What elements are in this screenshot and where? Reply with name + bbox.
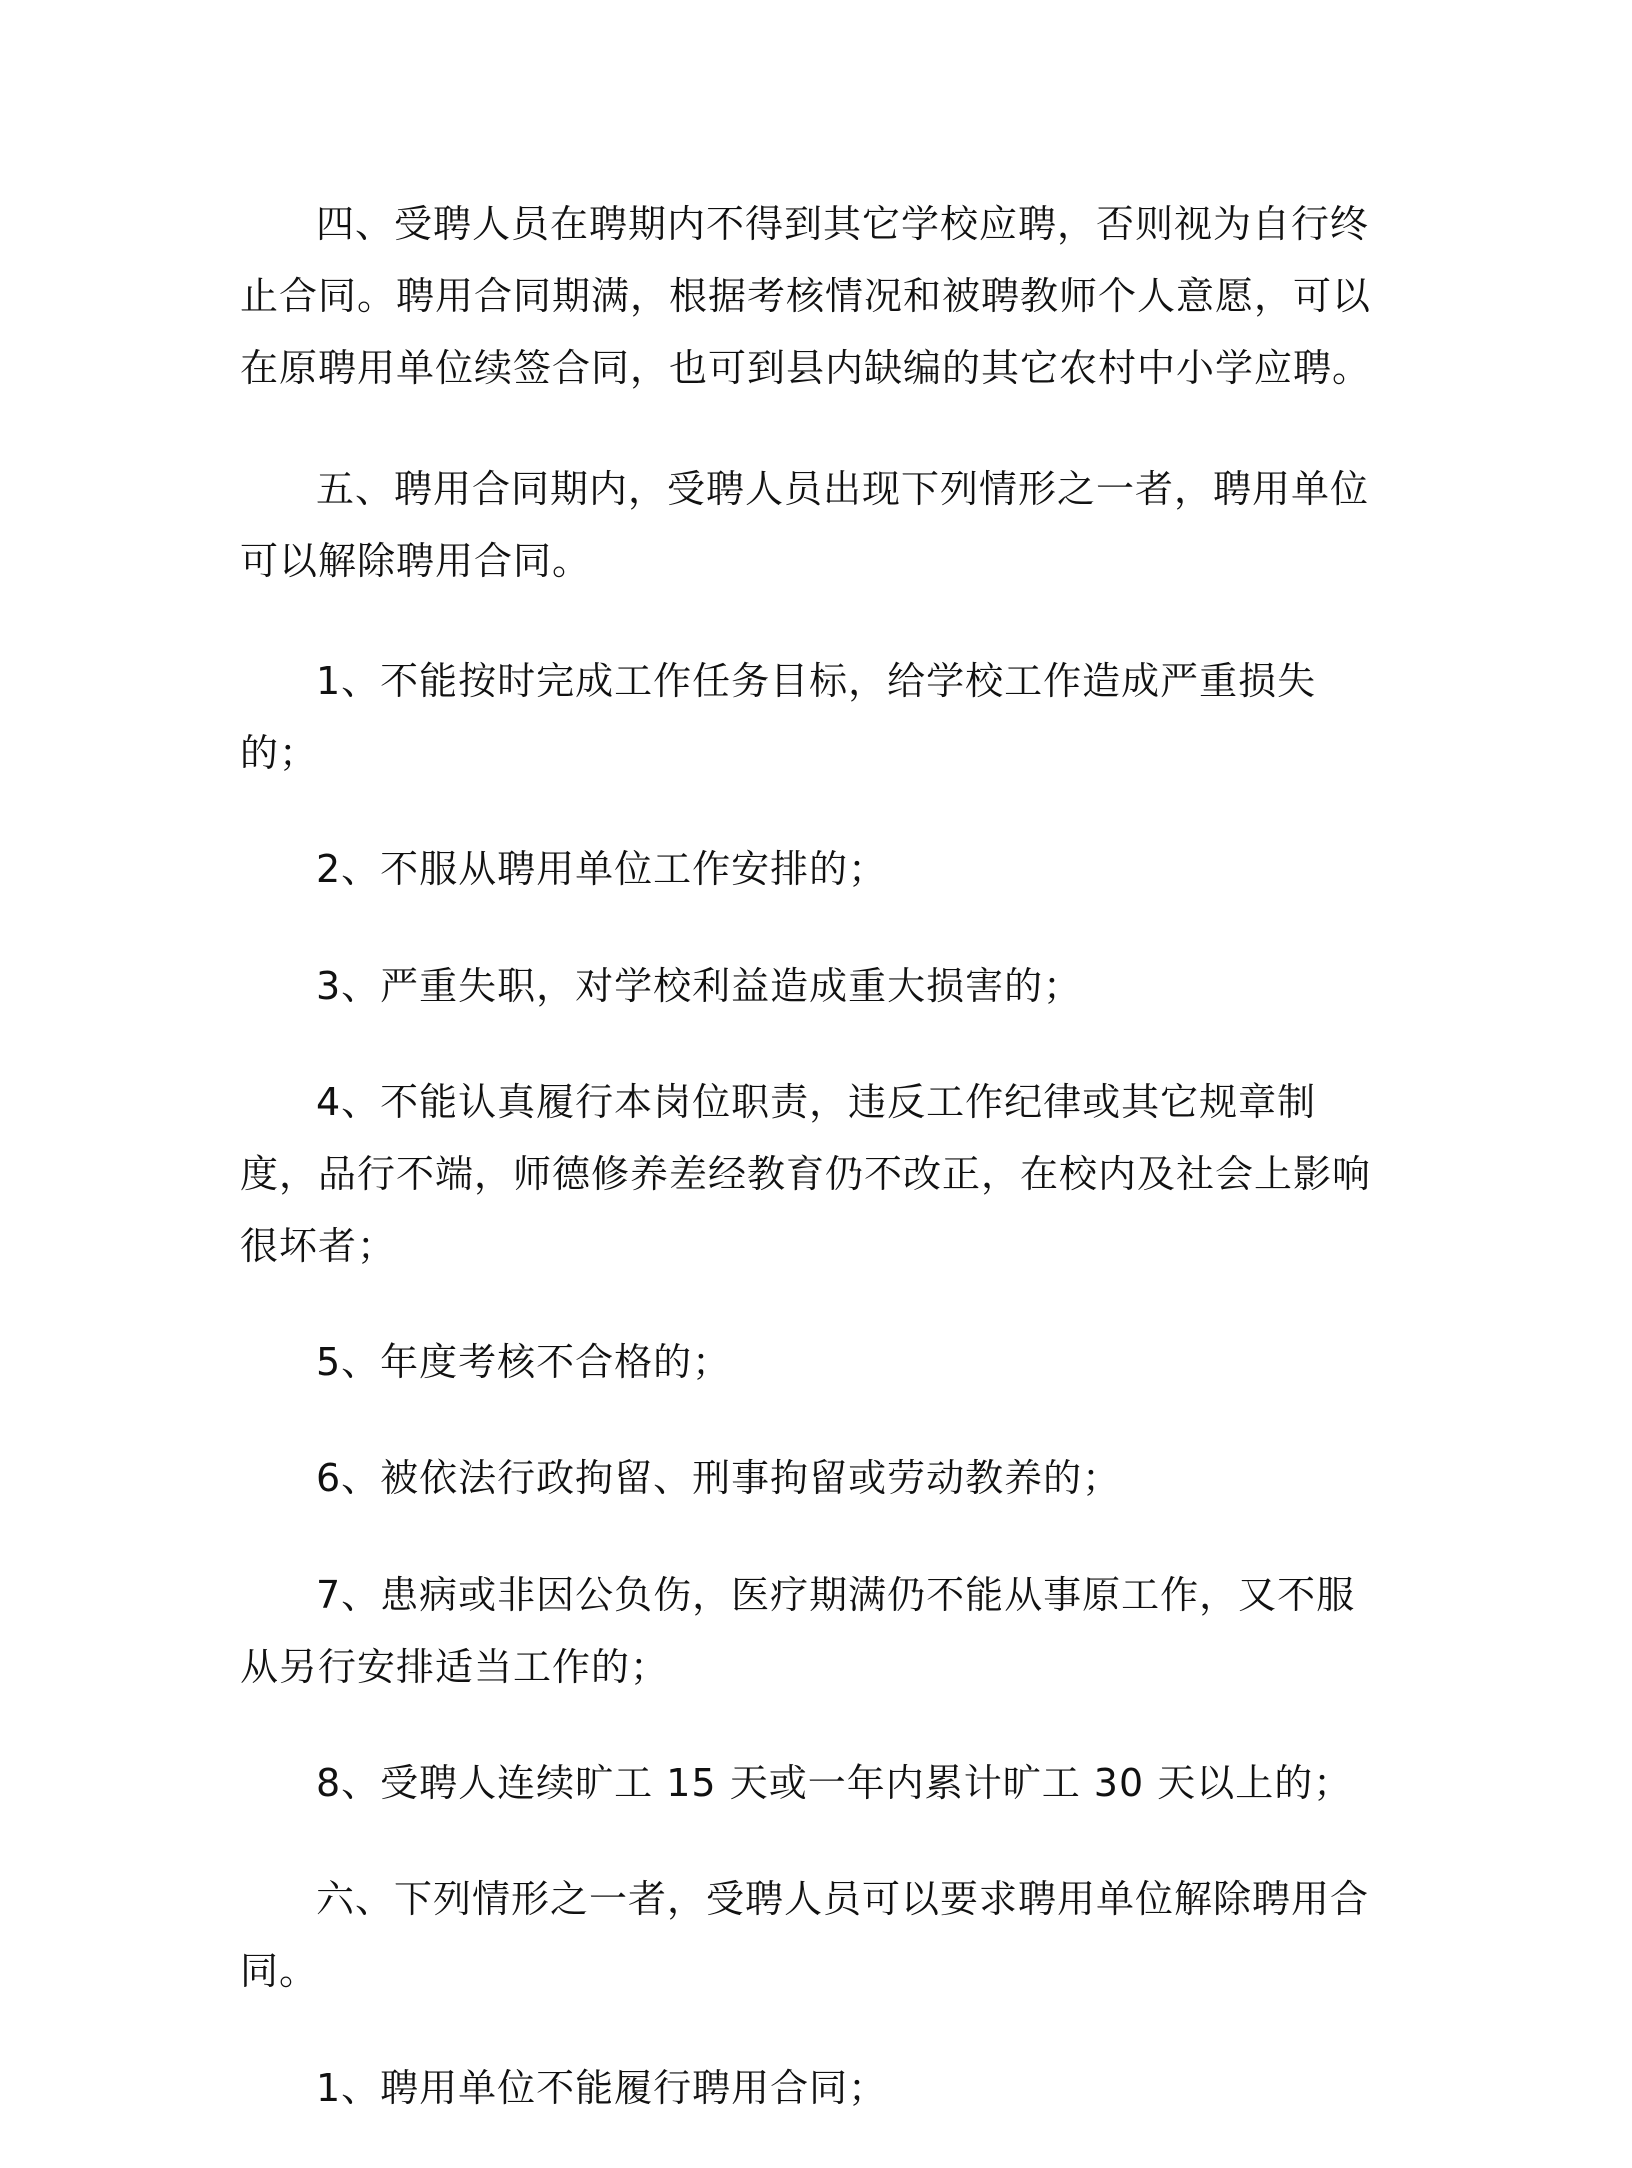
list-item-5-7: 7、患病或非因公负伤，医疗期满仍不能从事原工作，又不服从另行安排适当工作的； — [240, 1572, 1356, 1689]
paragraph-clause-4: 四、受聘人员在聘期内不得到其它学校应聘，否则视为自行终止合同。聘用合同期满，根据考核情况和被聘教师个人意愿，可以在原聘用单位续签合同，也可到县内缺编的其它农村中小学应聘。 — [240, 202, 1372, 391]
list-item-5-3: 3、严重失职，对学校利益造成重大损害的； — [316, 963, 1083, 1008]
list-item-5-1: 1、不能按时完成工作任务目标，给学校工作造成严重损失的； — [240, 658, 1317, 776]
list-item-5-6: 6、被依法行政拘留、刑事拘留或劳动教养的； — [316, 1456, 1122, 1501]
paragraph-clause-6: 六、下列情形之一者，受聘人员可以要求聘用单位解除聘用合同。 — [240, 1877, 1370, 1994]
list-item-5-2: 2、不服从聘用单位工作安排的； — [316, 847, 888, 892]
list-item-6-1: 1、聘用单位不能履行聘用合同； — [316, 2065, 888, 2110]
list-item-5-5: 5、年度考核不合格的； — [316, 1340, 732, 1385]
document-body — [240, 188, 1380, 2168]
paragraph-clause-5: 五、聘用合同期内，受聘人员出现下列情形之一者，聘用单位可以解除聘用合同。 — [240, 466, 1370, 583]
list-item-5-8: 8、受聘人连续旷工 15 天或一年内累计旷工 30 天以上的； — [316, 1761, 1353, 1805]
list-item-5-4: 4、不能认真履行本岗位职责，违反工作纪律或其它规章制度，品行不端，师德修养差经教育仍不改正，在校内及社会上影响很坏者； — [240, 1079, 1372, 1269]
